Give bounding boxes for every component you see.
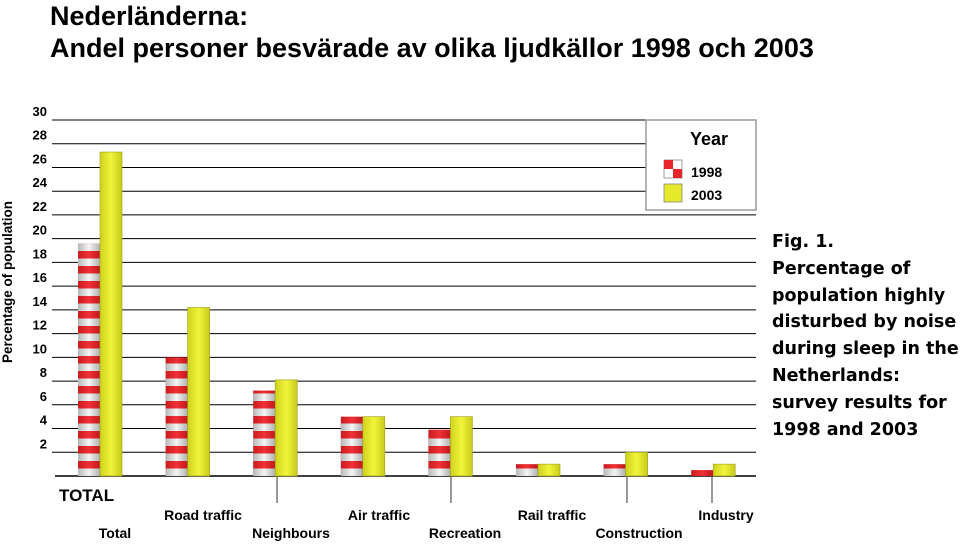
bar-1998-total [78, 243, 100, 476]
legend-swatch-2003 [664, 184, 682, 202]
slide-title-line1: Nederländerna: [50, 1, 249, 31]
y-tick-label: 24 [32, 175, 47, 191]
x-category-label: Industry [698, 507, 754, 523]
bar-1998-industry [691, 470, 713, 476]
x-axis-category-labels [99, 507, 754, 541]
y-tick-label: 28 [32, 127, 47, 143]
y-tick-label: 2 [39, 436, 47, 452]
legend-swatch-1998 [664, 160, 682, 178]
y-tick-label: 16 [32, 270, 47, 286]
x-category-label: Total [98, 525, 132, 541]
bar-2003-air-traffic [363, 417, 385, 476]
bar-2003-rail-traffic [538, 464, 560, 476]
caption-line: Percentage of [772, 258, 911, 279]
legend-label-1998: 1998 [691, 164, 723, 180]
x-category-label: Air traffic [347, 507, 411, 523]
legend-label-2003: 2003 [691, 187, 723, 203]
x-category-label: Rail traffic [517, 507, 587, 523]
y-tick-label: 6 [39, 388, 47, 404]
caption-line: during sleep in the [772, 339, 959, 360]
bar-2003-total [100, 152, 122, 476]
bar-1998-rail-traffic [516, 464, 538, 476]
bar-1998-recreation [428, 430, 450, 476]
y-tick-label: 26 [32, 151, 47, 167]
bar-1998-air-traffic [341, 417, 363, 476]
caption-line: population highly [772, 285, 946, 306]
group-header-total: TOTAL [59, 486, 115, 505]
y-tick-label: 30 [32, 104, 47, 119]
x-category-label: Construction [595, 525, 683, 541]
bar-2003-construction [626, 452, 648, 476]
y-axis-tick-labels [33, 104, 48, 451]
y-tick-label: 20 [32, 222, 47, 238]
slide-title-line2: Andel personer besvärade av olika ljudkällor 1998 och 2003 [50, 33, 814, 63]
y-axis-label: Percentage of population [0, 200, 15, 364]
y-tick-label: 10 [32, 341, 47, 357]
caption-line: Fig. 1. [772, 232, 835, 252]
x-category-label: Recreation [428, 525, 502, 541]
bar-2003-recreation [450, 417, 472, 476]
y-tick-label: 12 [32, 317, 47, 333]
bar-2003-industry [713, 464, 735, 476]
bar-2003-neighbours [275, 380, 297, 476]
bar-1998-construction [604, 464, 626, 476]
bar-1998-neighbours [253, 391, 275, 476]
y-tick-label: 22 [32, 198, 47, 214]
y-tick-label: 4 [39, 412, 47, 428]
caption-line: Netherlands: [772, 365, 901, 386]
legend-title: Year [690, 129, 729, 149]
y-tick-label: 8 [39, 365, 47, 381]
y-tick-label: 14 [32, 293, 47, 309]
x-category-label: Neighbours [252, 525, 330, 541]
bar-1998-road-traffic [166, 357, 188, 476]
bars [78, 152, 735, 476]
figure-caption [772, 229, 960, 443]
caption-line: disturbed by noise [772, 312, 957, 333]
bar-2003-road-traffic [188, 307, 210, 476]
caption-line: 1998 and 2003 [772, 419, 919, 440]
y-tick-label: 18 [32, 246, 47, 262]
x-category-label: Road traffic [164, 507, 242, 523]
caption-line: survey results for [772, 392, 947, 413]
legend [646, 120, 756, 210]
